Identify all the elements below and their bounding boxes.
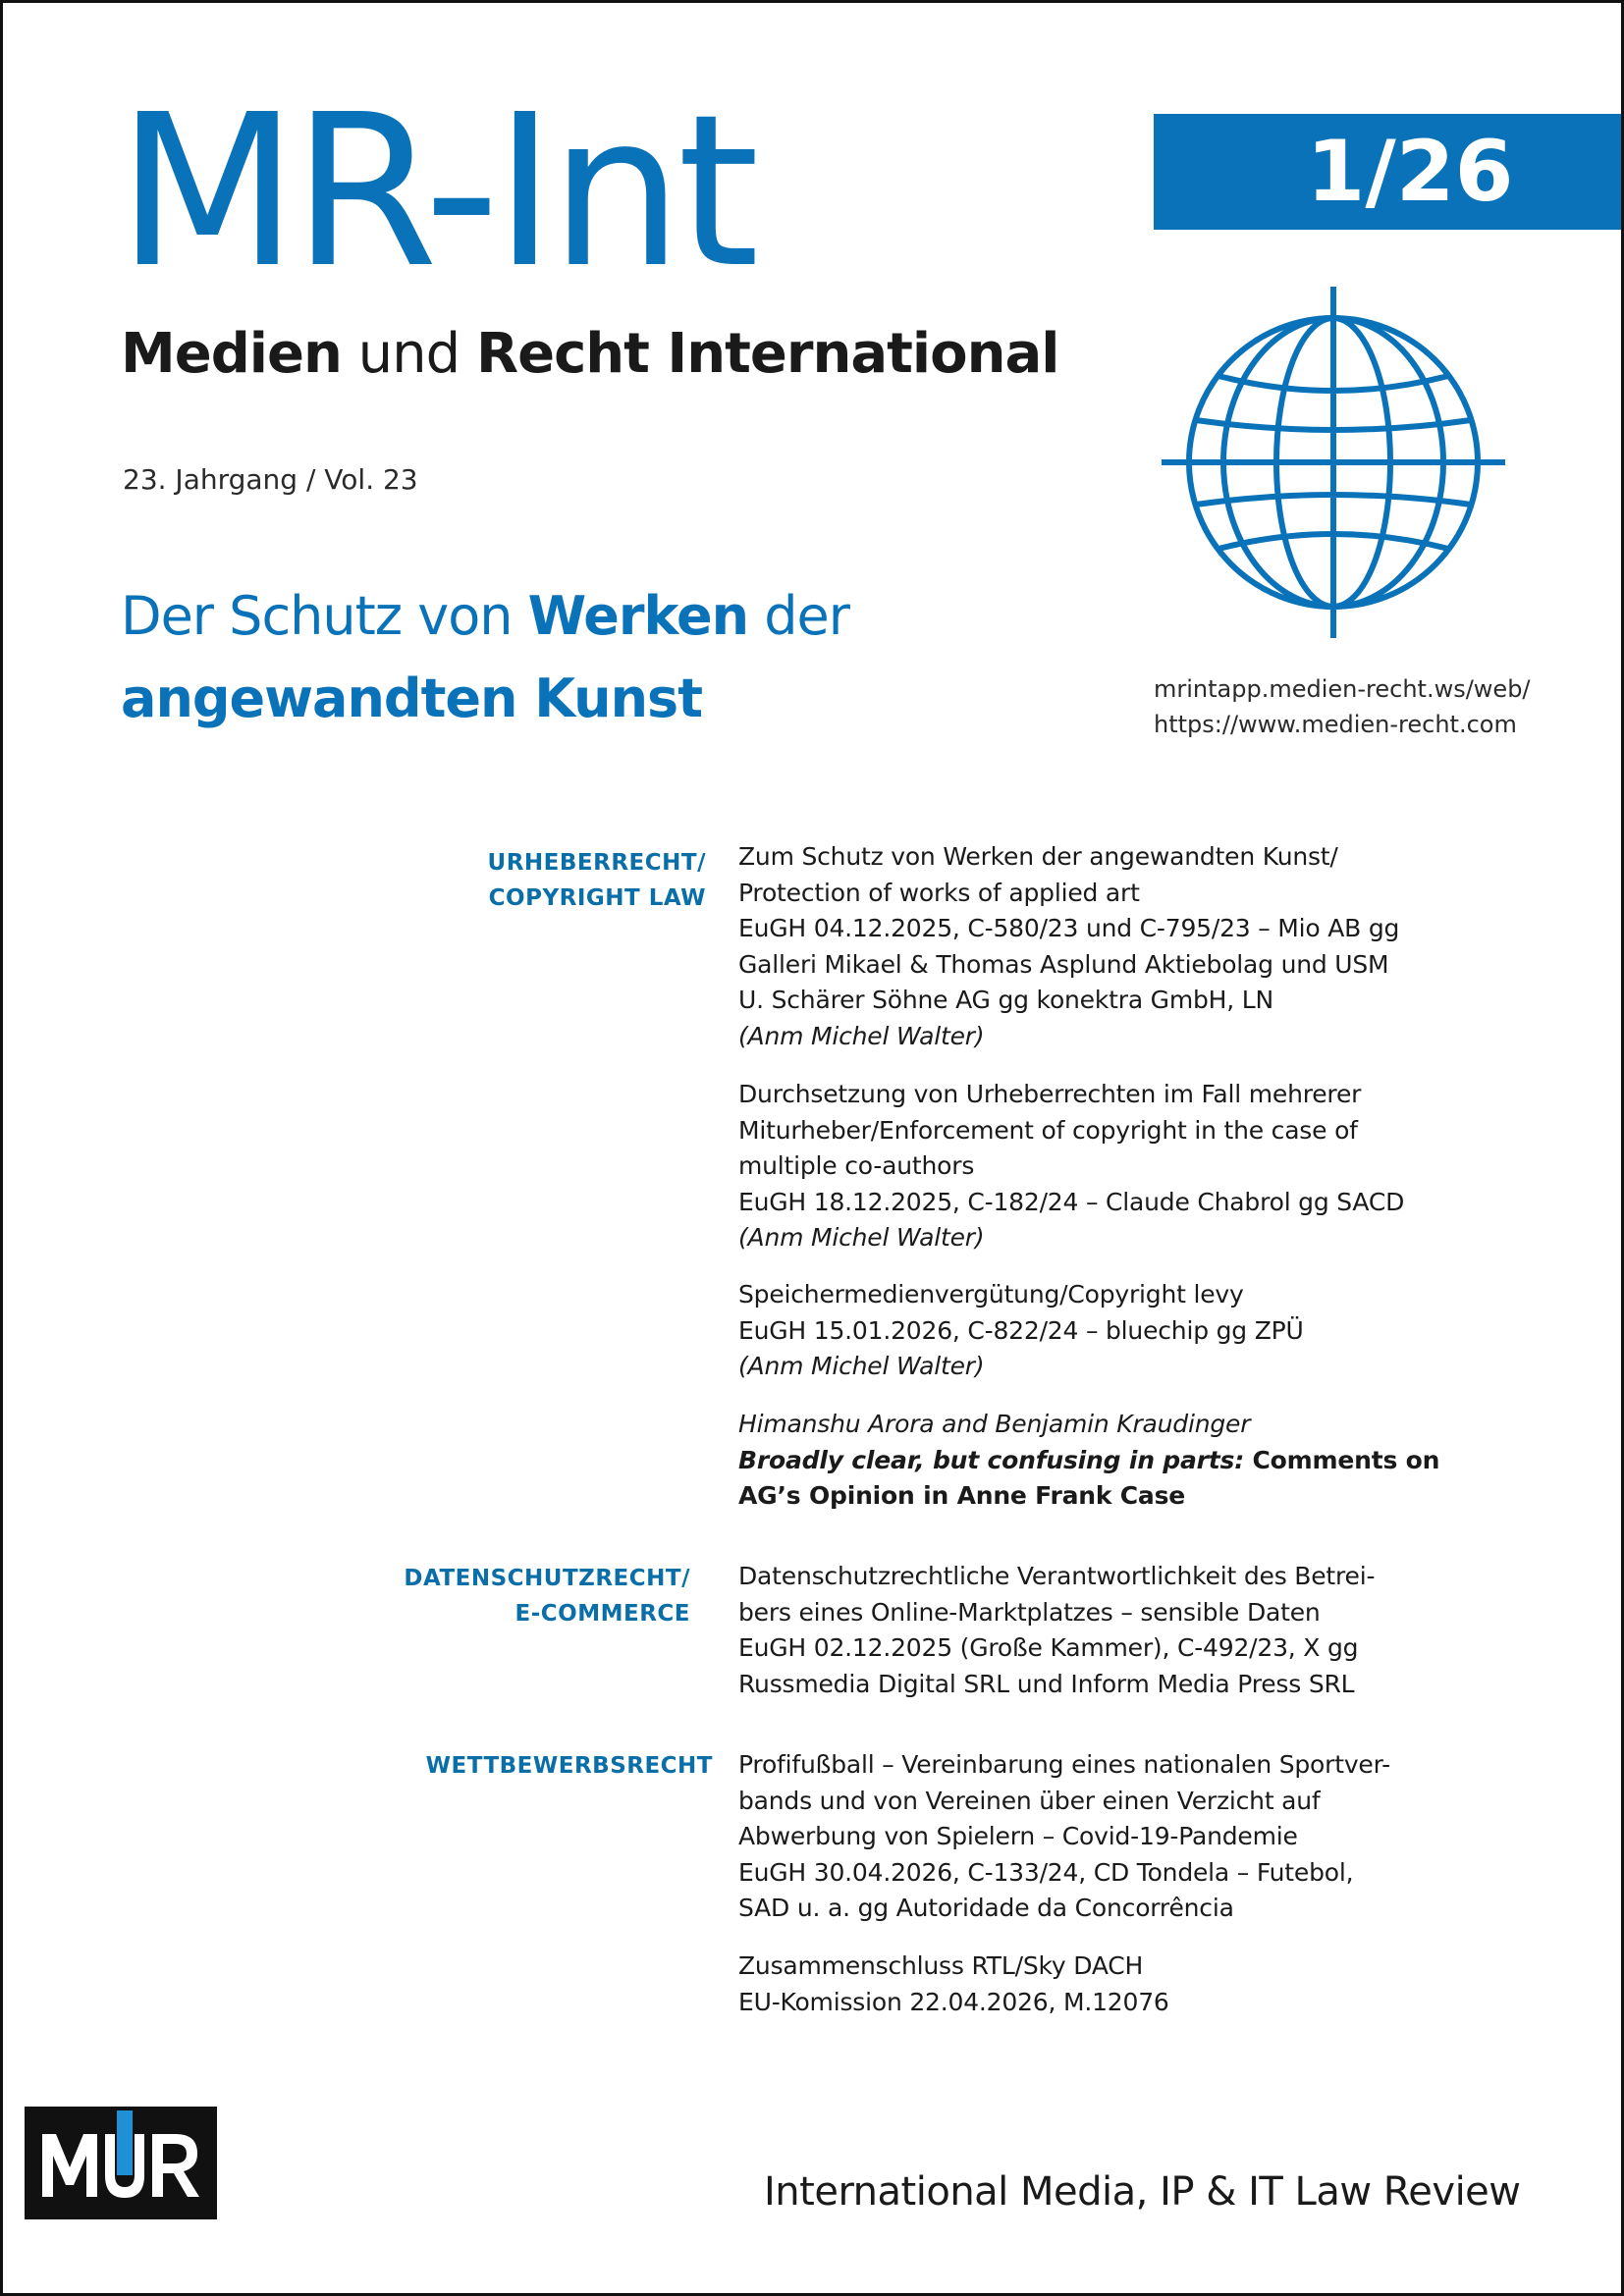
entry-line: Abwerbung von Spielern – Covid-19-Pandemie [738,1822,1298,1850]
subtitle-medien: Medien [121,322,342,386]
toc-entry-online-marketplace[interactable] [738,1559,1445,1702]
app-url-link[interactable]: mrintapp.medien-recht.ws/web/ [1154,675,1531,703]
entry-line: U. Schärer Söhne AG gg konektra GmbH, LN [738,986,1274,1014]
journal-subtitle [121,322,1059,386]
subtitle-und: und [341,322,476,386]
entry-line: EuGH 15.01.2026, C-822/24 – bluechip gg ZPÜ [738,1315,1304,1345]
website-url-link[interactable]: https://www.medien-recht.com [1154,711,1517,738]
entry-title-italic: Broadly clear, but confusing in parts: [738,1445,1245,1474]
entry-line: EU-Komission 22.04.2026, M.12076 [738,1987,1169,2016]
entry-line: multiple co-authors [738,1151,975,1180]
entry-line: Russmedia Digital SRL und Inform Media Press SRL [738,1669,1355,1698]
entry-line: Zusammenschluss RTL/Sky DACH [738,1951,1144,1980]
entry-authors: Himanshu Arora and Benjamin Kraudinger [738,1410,1251,1438]
entry-line: EuGH 18.12.2025, C-182/24 – Claude Chabrol gg SACD [738,1187,1405,1216]
entry-line: Durchsetzung von Urheberrechten im Fall mehrerer [738,1080,1362,1108]
entry-line: Speichermedienvergütung/Copyright levy [738,1280,1244,1308]
entry-note: (Anm Michel Walter) [738,1223,985,1252]
entry-note: (Anm Michel Walter) [738,1352,985,1380]
entry-line: Miturheber/Enforcement of copyright in the case of [738,1115,1358,1145]
entry-line: Datenschutzrechtliche Verantwortlichkeit des Betrei- [738,1562,1376,1590]
section-label-urheberrecht [294,845,706,916]
entry-line: Zum Schutz von Werken der angewandten Kunst/ [738,842,1338,871]
headline-part1: Der Schutz von [121,585,528,647]
entry-note: (Anm Michel Walter) [738,1021,985,1050]
headline-part2: Werken [527,585,749,647]
entry-line: EuGH 02.12.2025 (Große Kammer), C-492/23, X gg [738,1633,1359,1662]
toc-entry-applied-art[interactable] [738,839,1445,1054]
publisher-logo-icon [25,2107,217,2219]
web-links [1154,671,1531,742]
entry-line: bers eines Online-Marktplatzes – sensible Daten [738,1597,1321,1627]
entry-line: EuGH 04.12.2025, C-580/23 und C-795/23 – Mio AB gg [738,914,1400,942]
section-label-wettbewerbsrecht [300,1748,713,1784]
section-label-line: DATENSCHUTZRECHT/ [404,1566,690,1591]
volume-line: 23. Jahrgang / Vol. 23 [123,463,418,496]
section-label-datenschutzrecht [278,1561,690,1631]
entry-title-rest: Comments on [1244,1445,1440,1474]
section-label-line: WETTBEWERBSRECHT [425,1753,713,1779]
toc-entry-copyright-levy[interactable] [738,1277,1445,1385]
section-label-line: COPYRIGHT LAW [488,885,706,911]
section-label-line: E-COMMERCE [514,1601,690,1627]
toc-entry-co-authors[interactable] [738,1077,1445,1256]
cover-headline [121,575,849,740]
journal-title: MR-Int [117,70,754,314]
entry-line: Profifußball – Vereinbarung eines nationalen Sportver- [738,1750,1390,1779]
issue-badge: 1/26 [1154,114,1624,230]
footer-tagline: International Media, IP & IT Law Review [764,2169,1521,2215]
subtitle-recht-international: Recht International [475,322,1059,386]
toc-entry-anne-frank[interactable] [738,1407,1445,1515]
headline-part3: der [748,585,849,647]
entry-title-line2: AG’s Opinion in Anne Frank Case [738,1481,1186,1510]
entry-line: EuGH 30.04.2026, C-133/24, CD Tondela – Futebol, [738,1857,1354,1887]
entry-line: bands und von Vereinen über einen Verzicht auf [738,1786,1321,1815]
toc-entry-rtl-sky[interactable] [738,1949,1445,2020]
section-label-line: URHEBERRECHT/ [487,850,706,876]
globe-icon [1157,283,1510,646]
entry-line: Galleri Mikael & Thomas Asplund Aktiebolag und USM [738,949,1389,979]
entry-line: Protection of works of applied art [738,878,1140,907]
toc-entry-profifussball[interactable] [738,1747,1445,1927]
headline-line2: angewandten Kunst [121,667,703,729]
entry-line: SAD u. a. gg Autoridade da Concorrência [738,1894,1234,1922]
